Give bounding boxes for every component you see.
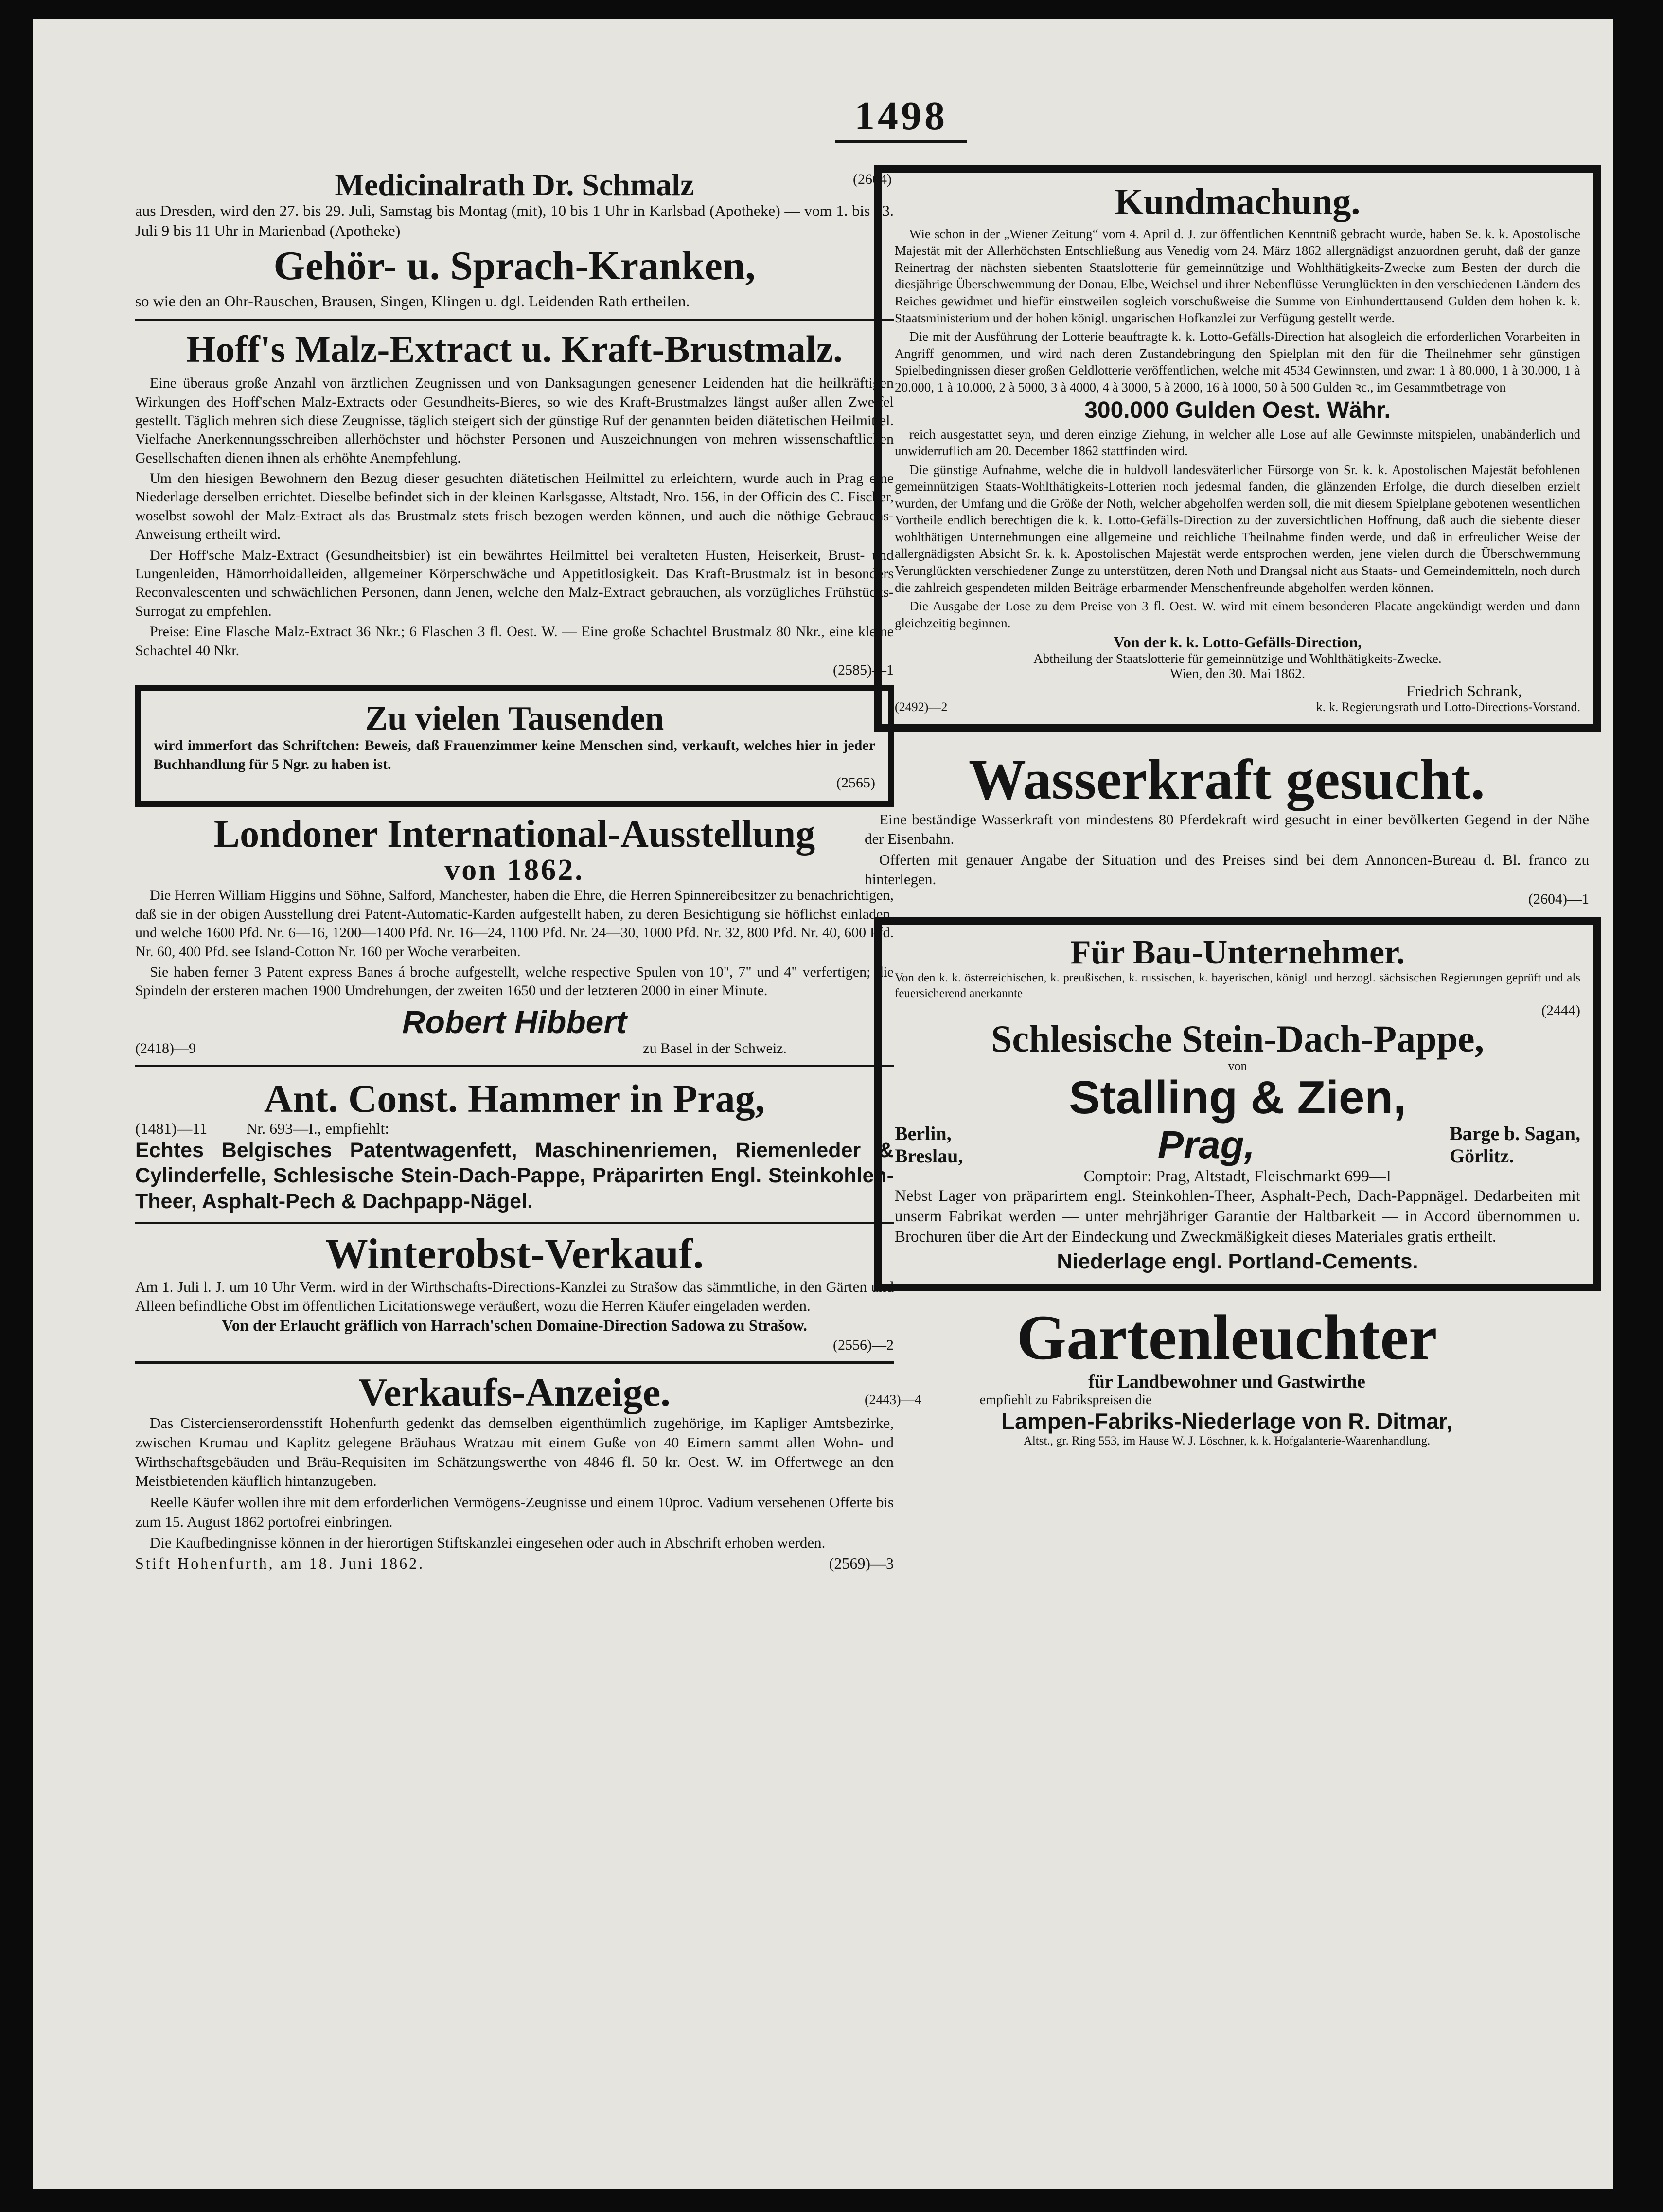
bau-ref: (2444) (1541, 1002, 1580, 1019)
hoff-p4: Preise: Eine Flasche Malz-Extract 36 Nkr.; 6 Flaschen 3 fl. Oest. W. — Eine große Schachtel Brustmalz 80 Nkr., eine kleine Schachtel 40 Nkr. (135, 624, 894, 659)
ad-verkauf (135, 1369, 894, 1575)
ad-gartenleuchter (865, 1301, 1589, 1451)
verkauf-p2: Reelle Käufer wollen ihre mit dem erforderlichen Vermögens-Zeugnisse und einem 10proc. Vadium versehenen Offerte bis zum 15. August 1862 portofrei einbringen. (135, 1493, 894, 1530)
verkauf-p1: Das Cistercienserordensstift Hohenfurth gedenkt das demselben eigenthümlich zugehörige, im Kapliger Amtsbezirke, zwischen Krumau und Kaplitz gelegene Bräuhaus Wratzau mit einem Guße von 40 Eimern sammt allen Wohn- und Wirthschaftsgebäuden und Bräu-Requisiten im Schätzungswerthe von 4846 fl. 50 kr. Oest. W. im Offertwege an den Meistbietenden käuflich hintanzugeben. (135, 1414, 894, 1490)
kund-title: Kundmachung. (1115, 181, 1361, 222)
kund-sig3: Wien, den 30. Mai 1862. (1169, 666, 1306, 682)
verkauf-footer (135, 1554, 894, 1572)
tausenden-ref: (2565) (836, 775, 875, 791)
garten-address: Altst., gr. Ring 553, im Hause W. J. Löschner, k. k. Hofgalanterie-Waarenhandlung. (1023, 1434, 1431, 1448)
kund-p1: Wie schon in der „Wiener Zeitung“ vom 4. April d. J. zur öffentlichen Kenntniß gebracht wurde, haben Se. k. k. Apostolische Majestät mit der Allerhöchsten Entschließung aus Venedig vom 24. März 1862 allergnädigst anzuordnen geruht, daß der ganze Reinertrag der nächsten siebenten Staatslotterie für gemeinnützige und Wohlthätigkeits-Zwecke zum Besten der durch die diesjährige Überschwemmung der Donau, Elbe, Weichsel und ihrer Nebenflüsse Verunglückten in den verschiedenen Ländern des Reiches gewidmet und hiefür einstweilen sogleich vorschußweise die Summe von Einhunderttausend Gulden dem hohen k. k. Staatsministerium und der hohen königl. ungarischen Hofkanzlei zur Verfügung gestellt werde. (895, 226, 1580, 325)
left-column (135, 165, 894, 1575)
hoff-title: Hoff's Malz-Extract u. Kraft-Brustmalz. (186, 328, 843, 371)
london-p1: Die Herren William Higgins und Söhne, Salford, Manchester, haben die Ehre, die Herren Spinnereibesitzer zu benachrichtigen, daß sie in der obigen Ausstellung drei Patent-Automatic-Karden aufgestellt haben, zu deren Besichtigung sie höflichst einladen, und welche 1600 Pfd. Nr. 6—16, 1200—1400 Pfd. Nr. 16—24, 1100 Pfd. Nr. 24—30, 1000 Pfd. Nr. 32, 800 Pfd. Nr. 40, 600 Pfd. Nr. 60, 400 Pfd. see Island-Cotton Nr. 160 per Woche verarbeiten. (135, 887, 894, 960)
winterobst-title: Winterobst-Verkauf. (325, 1231, 704, 1278)
wasser-p1: Eine beständige Wasserkraft von mindestens 80 Pferdekraft wird gesucht in einer bevölkerten Gegend in der Nähe der Eisenbahn. (865, 811, 1589, 847)
wasser-title: Wasserkraft gesucht. (969, 748, 1485, 812)
ad-tausenden (135, 685, 894, 807)
london-signer-place: zu Basel in der Schweiz. (643, 1040, 787, 1056)
kund-sig1: Von der k. k. Lotto-Gefälls-Direction, (1113, 633, 1362, 651)
verkauf-signature: Stift Hohenfurth, am 18. Juni 1862. (135, 1554, 425, 1572)
london-subtitle: von 1862. (444, 854, 584, 887)
kund-text2 (895, 426, 1580, 632)
garten-line (865, 1392, 1589, 1408)
kund-p3: reich ausgestattet seyn, und deren einzige Ziehung, in welcher alle Lose auf alle Gewinnste mitspielen, unabänderlich und unwiderruflich am 20. December 1862 stattfinden wird. (895, 427, 1580, 459)
kund-text (895, 226, 1580, 395)
garten-title: Gartenleuchter (1016, 1301, 1437, 1373)
bau-von: von (1228, 1059, 1247, 1073)
verkauf-ref: (2569)—3 (829, 1554, 894, 1572)
bau-comptoir: Comptoir: Prag, Altstadt, Fleischmarkt 699—I (1083, 1167, 1392, 1185)
bau-city-berlin: Berlin, (895, 1122, 952, 1144)
kund-sig2: Abtheilung der Staatslotterie für gemeinnützige und Wohlthätigkeits-Zwecke. (1033, 651, 1442, 666)
hammer-title: Ant. Const. Hammer in Prag, (264, 1076, 765, 1121)
hammer-ref: (1481)—11 (135, 1119, 208, 1137)
bau-p1: Nebst Lager von präparirtem engl. Steinkohlen-Theer, Asphalt-Pech, Dach-Pappnägel. Dedarbeiten mit unserm Fabrikat werden — unter mehrjähriger Garantie der Haltbarkeit — in Accord übernommen u. Brochuren über die Art der Eindeckung und Zweckmäßigkeit dieses Materiales gratis ertheilt. (895, 1187, 1580, 1246)
schmalz-headline: Gehör- u. Sprach-Kranken, (273, 243, 756, 289)
verkauf-text (135, 1413, 894, 1552)
hammer-address: Nr. 693—I., empfiehlt: (246, 1119, 389, 1137)
garten-ref: (2443)—4 (865, 1392, 921, 1408)
wasser-ref: (2604)—1 (1528, 891, 1589, 907)
hoff-text (135, 374, 894, 660)
ad-bau (874, 917, 1601, 1291)
wasser-text (865, 810, 1589, 889)
kund-sig-name: Friedrich Schrank, (1406, 682, 1522, 700)
ad-hoff (135, 326, 894, 681)
garten-subtitle: für Landbewohner und Gastwirthe (1088, 1372, 1365, 1392)
bau-intro: Von den k. k. österreichischen, k. preußischen, k. russischen, k. bayerischen, königl. und herzogl. sächsischen Regierungen geprüft und als feuersicherend anerkannte (895, 971, 1580, 1000)
ad-schmalz (135, 165, 894, 314)
hoff-p1: Eine überaus große Anzahl von ärztlichen Zeugnissen und von Danksagungen genesener Leidenden hat die heilkräftigen Wirkungen des Hoff'schen Malz-Extracts oder Gesundheits-Bieres, so wie des Kraft-Brustmalzes längst außer allen Zweifel gestellt. Täglich mehren sich diese Zeugnisse, täglich steigert sich der günstige Ruf der genannten beiden diätetischen Heilmittel. Vielfache Anerkennungsschreiben allerhöchster und höchster Personen und Auszeichnungen von mehren wissenschaftlichen Gesellschaften dienen ihnen als erhöhte Anempfehlung. (135, 375, 894, 466)
ad-kundmachung (874, 165, 1601, 732)
separator (135, 1065, 894, 1070)
kund-ref: (2492)—2 (895, 700, 948, 714)
separator (135, 319, 894, 321)
bau-city-barge: Barge b. Sagan, (1450, 1122, 1580, 1144)
hammer-text: Echtes Belgisches Patentwagenfett, Maschinenriemen, Riemenleder & Cylinderfelle, Schlesische Stein-Dach-Pappe, Präparirten Engl. Steinkohlen-Theer, Asphalt-Pech & Dachpapp-Nägel. (135, 1138, 894, 1213)
garten-small: empfiehlt zu Fabrikspreisen die (979, 1392, 1152, 1408)
separator (135, 1361, 894, 1364)
ad-wasserkraft (865, 747, 1589, 910)
verkauf-p3: Die Kaufbedingnisse können in der hierortigen Stiftskanzlei eingesehen oder auch in Abschrift erhoben werden. (150, 1534, 826, 1552)
london-text (135, 886, 894, 1000)
bau-cities (895, 1123, 1580, 1167)
tausenden-text: wird immerfort das Schriftchen: Beweis, daß Frauenzimmer keine Menschen sind, verkauft, welches hier in jeder Buchhandlung für 5 Ngr. zu haben ist. (154, 737, 875, 772)
bau-city-goerlitz: Görlitz. (1450, 1144, 1514, 1167)
london-signer: Robert Hibbert (402, 1003, 627, 1040)
kund-sig-role: k. k. Regierungsrath und Lotto-Directions-Vorstand. (1316, 700, 1580, 714)
ad-london (135, 811, 894, 1059)
kund-p5: Die Ausgabe der Lose zu dem Preise von 3 fl. Oest. W. wird mit einem besonderen Placate angekündigt werden und dann gleichzeitig beginnen. (895, 599, 1580, 630)
london-footer (135, 1040, 894, 1057)
kund-p2: Die mit der Ausführung der Lotterie beauftragte k. k. Lotto-Gefälls-Direction hat alsogleich die erforderlichen Vorarbeiten in Angriff genommen, und wird nach deren Zustandebringung den Spielplan mit den für die Theilnehmer sehr günstigen Spielbedingnissen dieser großen Geldlotterie veröffentlichen, welche mit 4534 Gewinnsten, und zwar: 1 à 80.000, 1 à 30.000, 1 à 20.000, 1 à 10.000, 2 à 5000, 3 à 4000, 4 à 3000, 5 à 2000, 16 à 1000, 50 à 500 Gulden ꝛc., im Gesammtbetrage von (895, 329, 1580, 394)
winterobst-text: Am 1. Juli l. J. um 10 Uhr Verm. wird in der Wirthschafts-Directions-Kanzlei zu Strašow das sämmtliche, in den Gärten und Alleen befindliche Obst im öffentlichen Licitationswege veräußert, wozu die Herren Käufer eingeladen werden. (135, 1278, 894, 1315)
verkauf-title: Verkaufs-Anzeige. (358, 1370, 671, 1415)
ad-hammer (135, 1075, 894, 1217)
winterobst-signature: Von der Erlaucht gräflich von Harrach'schen Domaine-Direction Sadowa zu Strašow. (222, 1317, 807, 1335)
schmalz-title: Medicinalrath Dr. Schmalz (335, 167, 694, 202)
tausenden-title: Zu vielen Tausenden (365, 699, 664, 737)
bau-city-prag: Prag, (1157, 1123, 1255, 1166)
ad-winterobst (135, 1229, 894, 1356)
hoff-p3: Der Hoff'sche Malz-Extract (Gesundheitsbier) ist ein bewährtes Heilmittel bei veralteten Husten, Heiserkeit, Brust- und Lungenleiden, Hämorrhoidalleiden, allgemeiner Körperschwäche und Appetitlosigkeit. Das Kraft-Brustmalz ist in besonders Reconvalescenten und schwächlichen Personen, dann Jenen, welche den Malz-Extract gebrauchen, als vorzügliches Frühstücks-Surrogat zu empfehlen. (135, 547, 894, 619)
hammer-line (135, 1120, 894, 1138)
kund-footer (895, 700, 1580, 714)
bau-p2: Niederlage engl. Portland-Cements. (1057, 1249, 1418, 1273)
newspaper-page (33, 19, 1613, 2189)
schmalz-text: aus Dresden, wird den 27. bis 29. Juli, Samstag bis Montag (mit), 10 bis 1 Uhr in Karlsbad (Apotheke) — vom 1. bis 23. Juli 9 bis 11 Uhr in Marienbad (Apotheke) (135, 202, 894, 240)
hoff-p2: Um den hiesigen Bewohnern den Bezug dieser gesuchten diätetischen Heilmittel zu erleichtern, wurde auch in Prag eine Niederlage derselben errichtet. Dieselbe befindet sich in der kleinen Karlsgasse, Altstadt, Nro. 156, in der Officin des C. Fischer, woselbst sowohl der Malz-Extract als das Brustmalz stets frisch bezogen werden können, und auch die nöthige Gebrauchs-Anweisung ertheilt wird. (135, 470, 894, 543)
winterobst-ref: (2556)—2 (833, 1337, 894, 1354)
separator (135, 1222, 894, 1224)
page-number: 1498 (835, 92, 967, 143)
right-column (865, 165, 1613, 1451)
bau-city-breslau: Breslau, (895, 1144, 963, 1167)
london-ref: (2418)—9 (135, 1040, 196, 1056)
london-p2: Sie haben ferner 3 Patent express Banes á broche aufgestellt, welche respective Spulen von 10", 7" und 4" verfertigen; die Spindeln der ersteren machen 1900 Umdrehungen, der zweiten 1650 und der letzteren 2000 in einer Minute. (135, 963, 894, 999)
wasser-p2: Offerten mit genauer Angabe der Situation und des Preises sind bei dem Annoncen-Bureau d. Bl. franco zu hinterlegen. (865, 851, 1589, 888)
schmalz-text2: so wie den an Ohr-Rauschen, Brausen, Singen, Klingen u. dgl. Leidenden Rath ertheilen. (135, 292, 690, 310)
garten-firm: Lampen-Fabriks-Niederlage von R. Ditmar, (1001, 1409, 1452, 1434)
schmalz-ref: (2604) (853, 171, 892, 187)
kund-p4: Die günstige Aufnahme, welche die in huldvoll landesväterlicher Fürsorge von Sr. k. k. Apostolischen Majestät befohlenen gemeinnützigen Staats-Wohlthätigkeits-Lotterien noch jedesmal fanden, die glänzenden Erfolge, die durch dieselben erzielt wurden, der Umfang und die Größe der Noth, welcher abgeholfen werden soll, die mit diesem Spielplane gebotenen wesentlichen Vortheile endlich berechtigen die k. k. Lotto-Gefälls-Direction zu der zuversichtlichen Hoffnung, daß auch die siebente dieser wohlthätigen Unternehmungen eine allgemeine und reichliche Theilnahme finden werde, und daß in erfreulicher Weise der allergnädigsten Absicht Sr. k. k. Apostolischen Majestät werde entsprochen werden, jene vielen durch die Überschwemmung Verunglückten verschiedener Zunge zu unterstützen, deren Noth und Drangsal nicht aus Staats- und Gemeindemitteln, noch durch die zahlreich gespendeten milden Beiträge erbarmender Menschenfreunde abgeholfen werden können. (895, 462, 1580, 595)
hoff-ref: (2585)—1 (833, 661, 894, 678)
bau-title: Für Bau-Unternehmer. (1070, 933, 1405, 971)
bau-firm: Stalling & Zien, (1069, 1071, 1406, 1124)
kund-amount: 300.000 Gulden Oest. Währ. (1084, 397, 1391, 424)
bau-product: Schlesische Stein-Dach-Pappe, (991, 1017, 1484, 1060)
london-title: Londoner International-Ausstellung (213, 813, 815, 856)
